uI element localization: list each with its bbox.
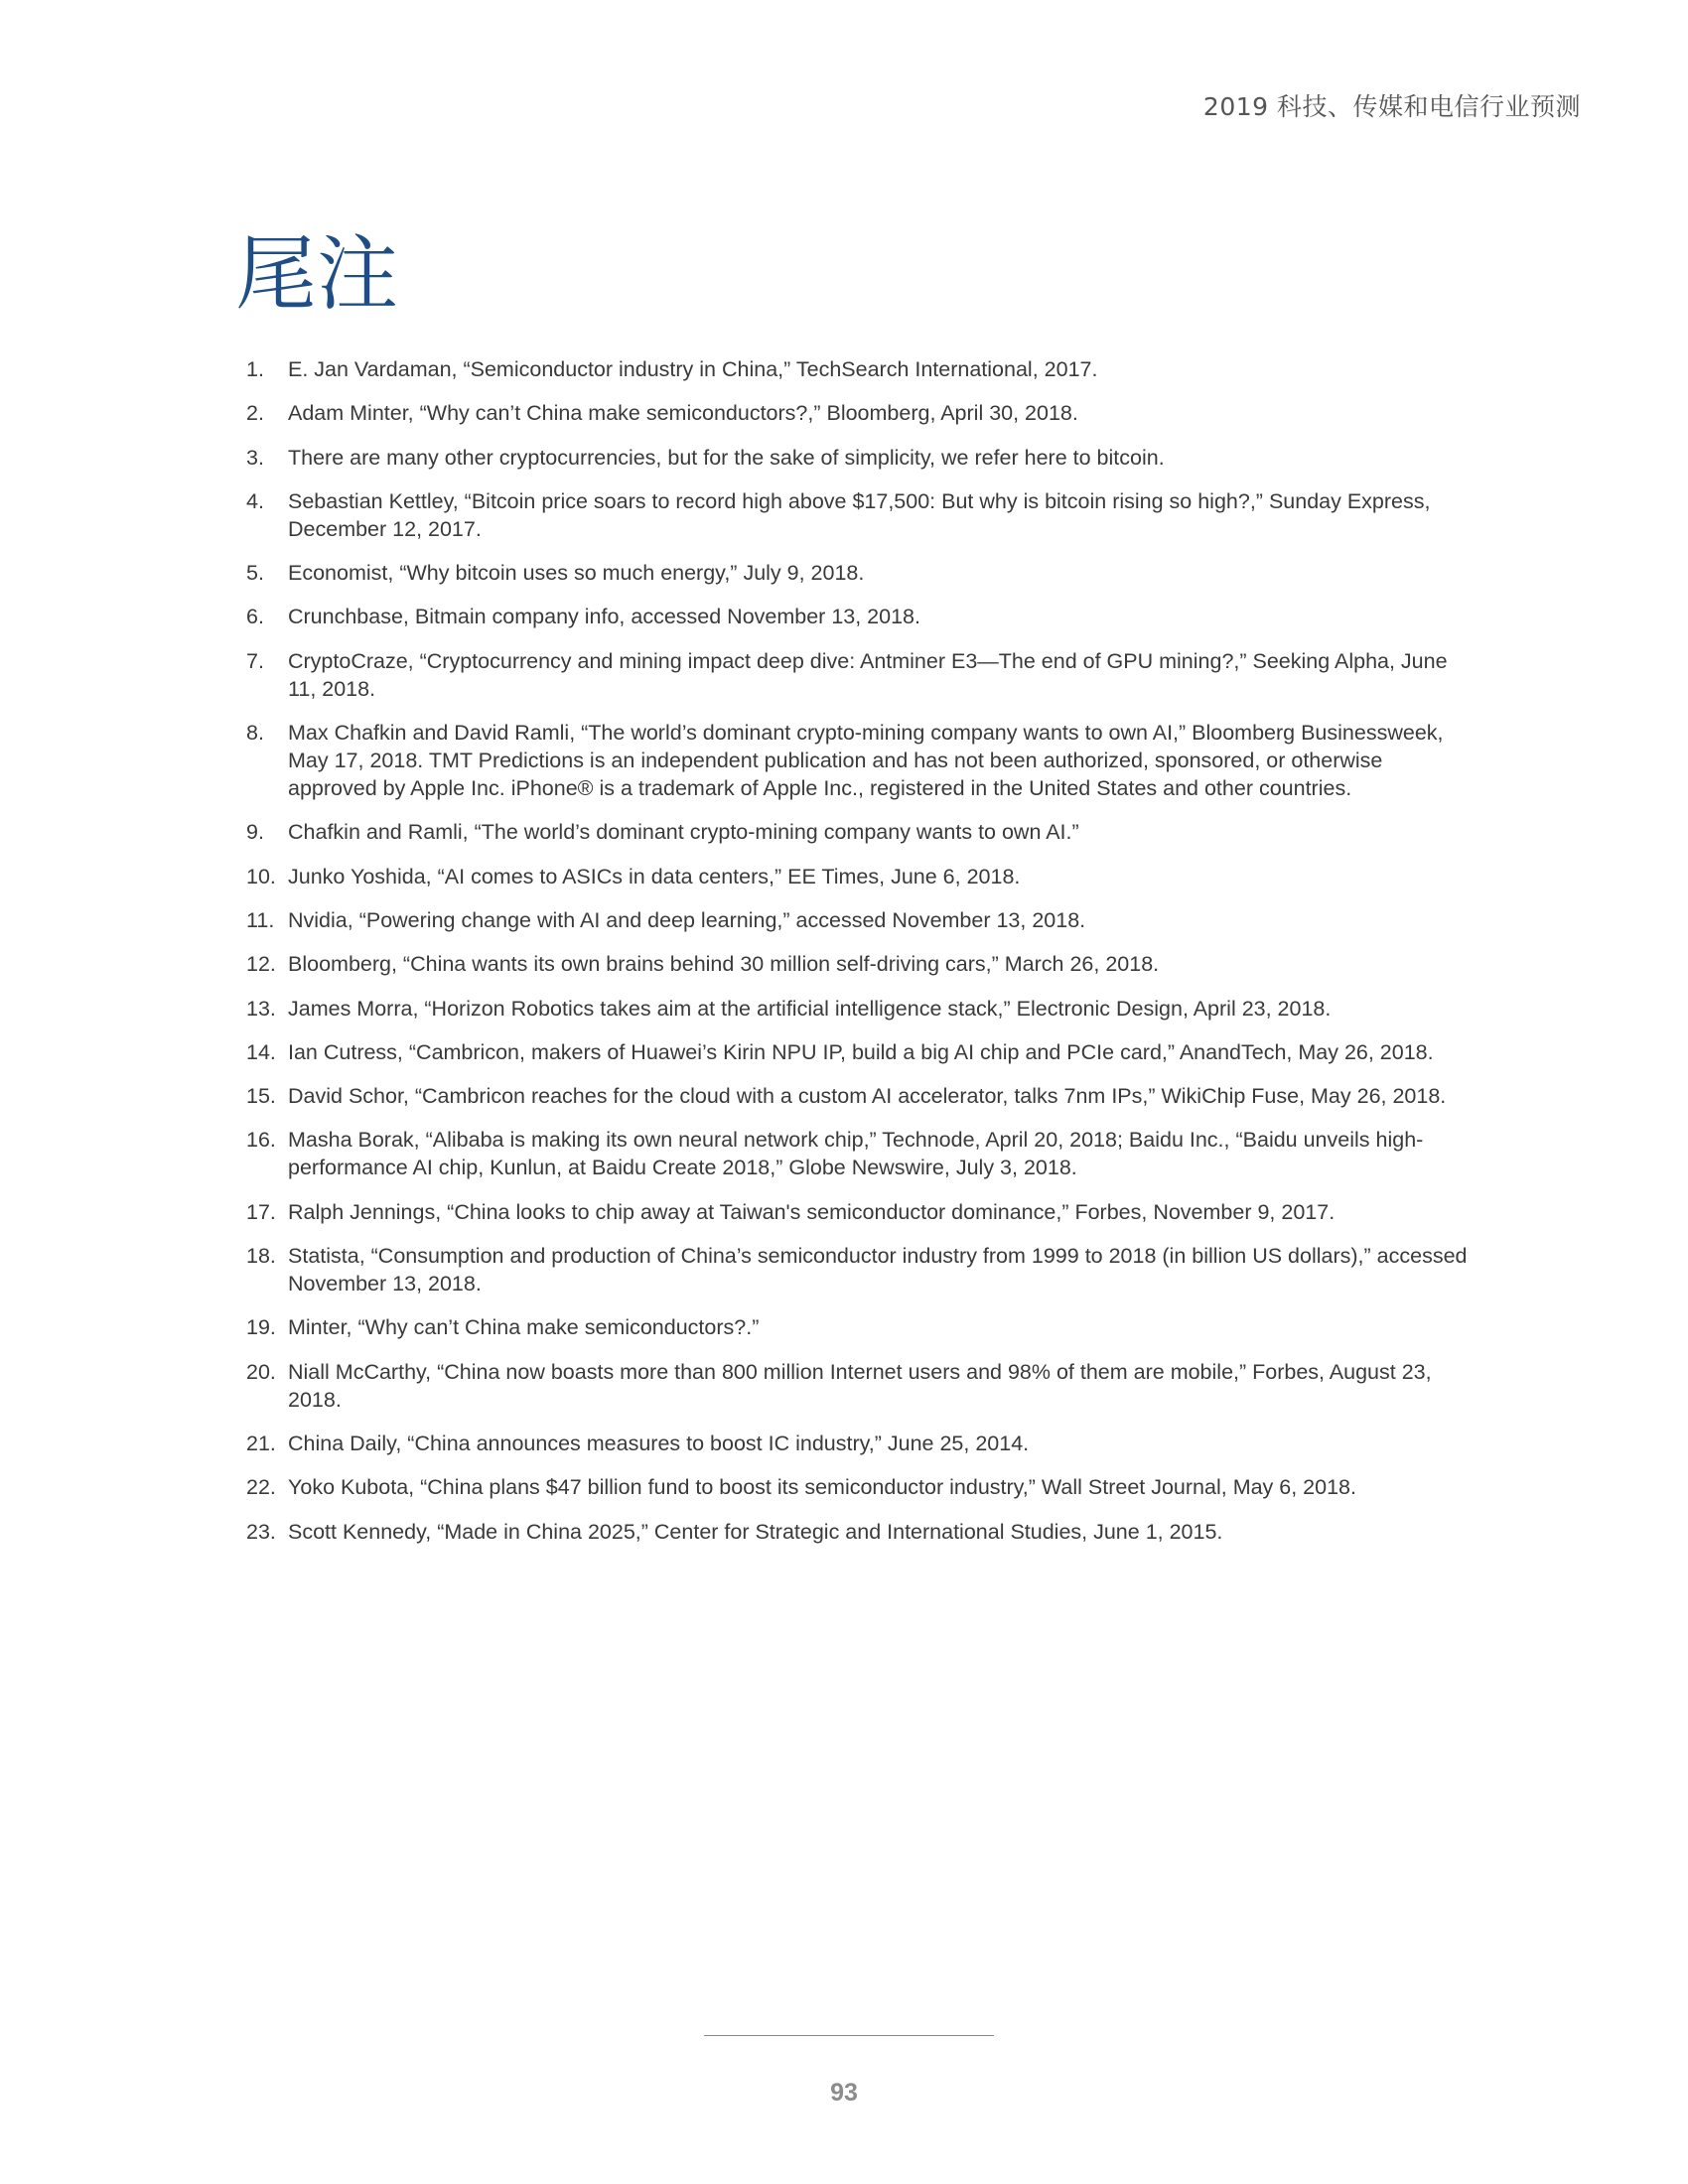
endnote-2 (246, 399, 1468, 427)
endnote-11 (246, 906, 1468, 934)
endnote-number: 8. (246, 721, 264, 746)
endnote-text: Niall McCarthy, “China now boasts more than 800 million Internet users and 98% of them are mobile,” Forbes, August 23, 2018. (288, 1359, 1432, 1412)
endnote-17 (246, 1198, 1468, 1226)
endnote-text: James Morra, “Horizon Robotics takes aim at the artificial intelligence stack,” Electronic Design, April 23, 2018. (288, 996, 1332, 1021)
endnote-text: Minter, “Why can’t China make semiconductors?.” (288, 1315, 760, 1340)
endnote-6 (246, 603, 1468, 630)
endnote-number: 14. (246, 1039, 276, 1064)
endnote-number: 5. (246, 561, 264, 586)
endnote-text: Bloomberg, “China wants its own brains behind 30 million self-driving cars,” March 26, 2018. (288, 952, 1160, 977)
endnote-16 (246, 1126, 1468, 1181)
page-number: 93 (830, 2079, 858, 2107)
endnote-number: 2. (246, 401, 264, 426)
endnote-14 (246, 1038, 1468, 1066)
endnote-text: Statista, “Consumption and production of China’s semiconductor industry from 1999 to 2018 (in billion US dollars),” accessed November 13, 2018. (288, 1244, 1468, 1297)
endnote-22 (246, 1473, 1468, 1501)
endnote-number: 15. (246, 1084, 276, 1109)
endnote-number: 6. (246, 605, 264, 629)
endnote-9 (246, 818, 1468, 846)
endnotes-list (246, 355, 1468, 1562)
endnote-text: Masha Borak, “Alibaba is making its own neural network chip,” Technode, April 20, 2018; Baidu Inc., “Baidu unveils high-performance AI chip, Kunlun, at Baidu Create 2018,” Globe Newswire, July 3, 2018. (288, 1128, 1424, 1180)
endnote-8 (246, 719, 1468, 802)
endnote-text: CryptoCraze, “Cryptocurrency and mining impact deep dive: Antminer E3—The end of GPU mining?,” Seeking Alpha, June 11, 2018. (288, 648, 1448, 701)
endnote-text: E. Jan Vardaman, “Semiconductor industry in China,” TechSearch International, 2017. (288, 357, 1098, 381)
endnote-number: 21. (246, 1431, 276, 1455)
endnote-text: David Schor, “Cambricon reaches for the cloud with a custom AI accelerator, talks 7nm IPs,” WikiChip Fuse, May 26, 2018. (288, 1084, 1447, 1109)
endnote-number: 1. (246, 357, 264, 381)
endnote-20 (246, 1358, 1468, 1414)
page-header: 2019 科技、传媒和电信行业预测 (1202, 92, 1581, 121)
endnote-text: There are many other cryptocurrencies, but for the sake of simplicity, we refer here to bitcoin. (288, 445, 1165, 470)
endnote-text: Nvidia, “Powering change with AI and deep learning,” accessed November 13, 2018. (288, 907, 1086, 932)
endnote-number: 16. (246, 1128, 276, 1153)
endnote-number: 10. (246, 864, 276, 888)
endnote-text: Adam Minter, “Why can’t China make semiconductors?,” Bloomberg, April 30, 2018. (288, 401, 1078, 426)
endnote-text: Max Chafkin and David Ramli, “The world’s dominant crypto-mining company wants to own AI,” Bloomberg Businessweek, May 17, 2018. TMT Predictions is an independent publication and has not been authorized, sponsored, or otherwise approved by Apple Inc. iPhone® is a trademark of Apple Inc., registered in the United States and other countries. (288, 721, 1444, 801)
endnote-number: 4. (246, 488, 264, 513)
endnote-text: Economist, “Why bitcoin uses so much energy,” July 9, 2018. (288, 561, 865, 586)
endnote-number: 3. (246, 445, 264, 470)
endnote-21 (246, 1430, 1468, 1457)
endnote-number: 23. (246, 1519, 276, 1544)
endnote-text: Crunchbase, Bitmain company info, accessed November 13, 2018. (288, 605, 920, 629)
footer-divider (704, 2035, 994, 2036)
endnote-13 (246, 995, 1468, 1023)
endnote-15 (246, 1082, 1468, 1110)
endnote-4 (246, 487, 1468, 543)
endnote-number: 19. (246, 1315, 276, 1340)
endnote-number: 7. (246, 648, 264, 673)
endnote-number: 13. (246, 996, 276, 1021)
endnote-12 (246, 950, 1468, 978)
endnote-number: 11. (246, 907, 275, 932)
endnote-18 (246, 1242, 1468, 1297)
endnote-text: Ralph Jennings, “China looks to chip away at Taiwan's semiconductor dominance,” Forbes, November 9, 2017. (288, 1199, 1336, 1224)
page-title: 尾注 (235, 227, 399, 322)
endnote-3 (246, 444, 1468, 472)
endnote-1 (246, 355, 1468, 383)
endnote-text: China Daily, “China announces measures to boost IC industry,” June 25, 2014. (288, 1431, 1030, 1455)
endnote-23 (246, 1518, 1468, 1546)
endnote-number: 9. (246, 820, 264, 845)
endnote-5 (246, 559, 1468, 587)
endnote-number: 20. (246, 1359, 276, 1384)
endnote-19 (246, 1313, 1468, 1341)
endnote-text: Yoko Kubota, “China plans $47 billion fund to boost its semiconductor industry,” Wall Street Journal, May 6, 2018. (288, 1475, 1356, 1500)
endnote-text: Chafkin and Ramli, “The world’s dominant crypto-mining company wants to own AI.” (288, 820, 1079, 845)
endnote-number: 12. (246, 952, 276, 977)
endnote-number: 18. (246, 1244, 276, 1269)
endnote-7 (246, 647, 1468, 703)
endnote-text: Scott Kennedy, “Made in China 2025,” Center for Strategic and International Studies, June 1, 2015. (288, 1519, 1223, 1544)
endnote-text: Sebastian Kettley, “Bitcoin price soars to record high above $17,500: But why is bitcoin rising so high?,” Sunday Express, December 12, 2017. (288, 488, 1431, 541)
endnote-10 (246, 863, 1468, 890)
endnote-text: Junko Yoshida, “AI comes to ASICs in data centers,” EE Times, June 6, 2018. (288, 864, 1021, 888)
endnote-text: Ian Cutress, “Cambricon, makers of Huawei’s Kirin NPU IP, build a big AI chip and PCIe card,” AnandTech, May 26, 2018. (288, 1039, 1434, 1064)
endnote-number: 17. (246, 1199, 276, 1224)
endnote-number: 22. (246, 1475, 276, 1500)
